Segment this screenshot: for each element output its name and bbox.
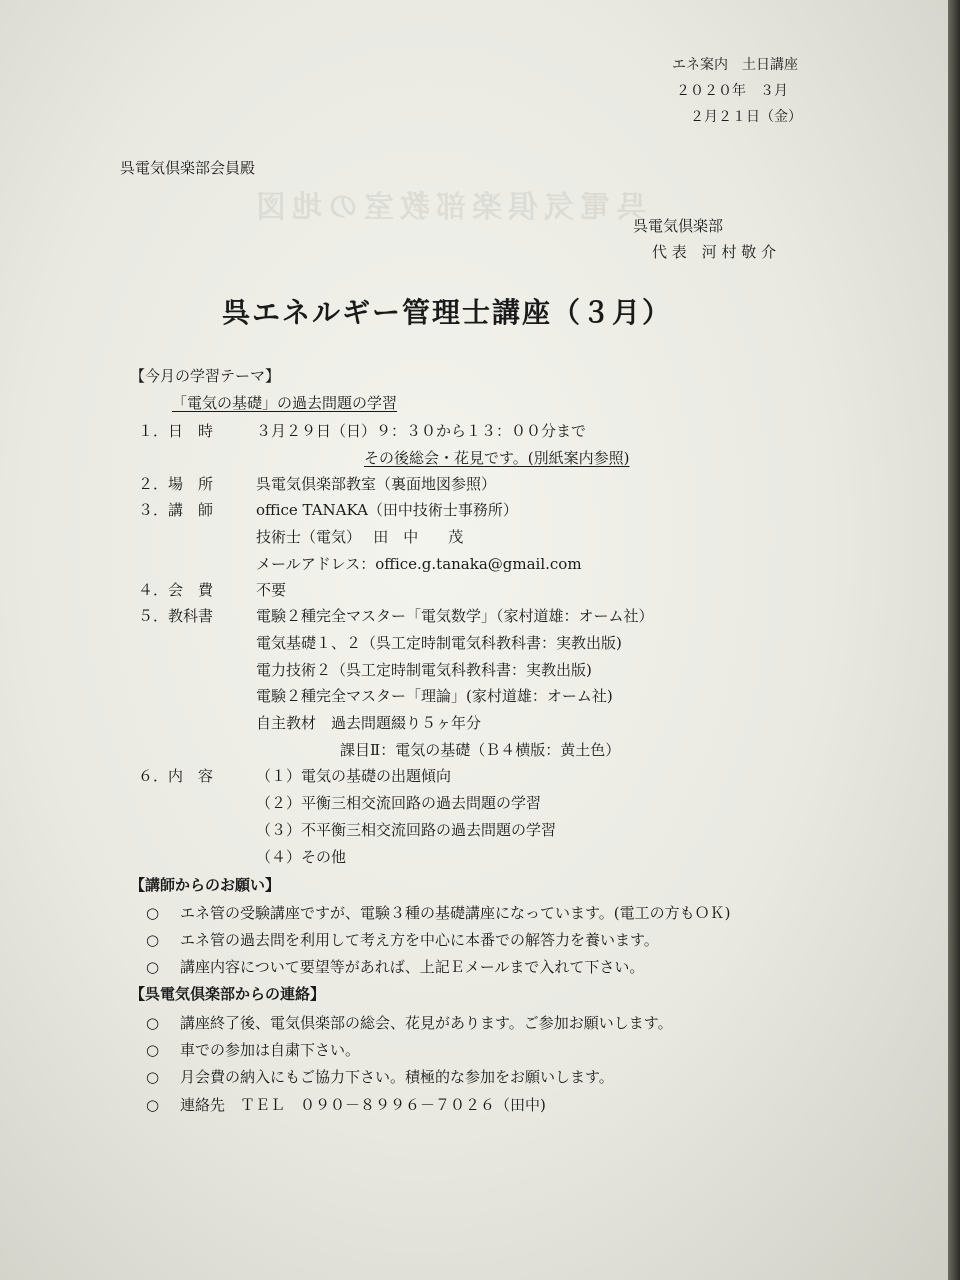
bullet-icon: ○ — [146, 1014, 160, 1032]
contents-line: （１）電気の基礎の出題傾向 — [256, 767, 452, 785]
request-line: エネ管の過去問を利用して考え方を中心に本番での解答力を養います。 — [180, 931, 659, 949]
date-time-label: １．日 時 — [138, 422, 214, 440]
textbooks-label: ５．教科書 — [138, 607, 214, 625]
notice-line: 月会費の納入にもご協力下さい。積極的な参加をお願いします。 — [180, 1068, 614, 1086]
request-line: 講座内容について要望等があれば、上記Ｅメールまで入れて下さい。 — [180, 958, 645, 976]
bullet-icon: ○ — [146, 958, 160, 976]
sender-org: 呉電気倶楽部 — [633, 217, 724, 235]
textbook-line: 電力技術２（呉工定時制電気科教科書：実教出版) — [256, 661, 592, 679]
fee-label: ４．会 費 — [138, 581, 214, 599]
notice-line: 講座終了後、電気倶楽部の総会、花見があります。ご参加お願いします。 — [180, 1014, 673, 1032]
notice-line: 車での参加は自粛下さい。 — [180, 1041, 361, 1059]
contents-label: ６．内 容 — [138, 767, 214, 785]
notice-line: 連絡先 ＴＥＬ ０９０－８９９６－７０２６（田中) — [180, 1096, 546, 1114]
textbook-line: 電験２種完全マスター「電気数学」（家村道雄：オーム社） — [256, 607, 654, 625]
addressee: 呉電気倶楽部会員殿 — [120, 159, 256, 177]
notices-heading: 【呉電気倶楽部からの連絡】 — [130, 985, 326, 1003]
lecturer-mail-label: メールアドレス： — [256, 555, 376, 573]
header-year-month: ２０２０年 ３月 — [676, 83, 788, 99]
textbook-line: 課目Ⅱ：電気の基礎（Ｂ４横版：黄土色） — [340, 741, 621, 759]
bullet-icon: ○ — [146, 931, 160, 949]
place-label: ２．場 所 — [138, 475, 214, 493]
place-value: 呉電気倶楽部教室（裏面地図参照） — [256, 475, 497, 493]
lecturer-office: office TANAKA（田中技術士事務所） — [256, 501, 518, 519]
header-category: エネ案内 土日講座 — [672, 57, 798, 73]
textbook-line: 電験２種完全マスター「理論」(家村道雄：オーム社) — [256, 687, 613, 705]
lecturer-name: 技術士（電気） 田 中 茂 — [256, 528, 464, 546]
contents-line: （２）平衡三相交流回路の過去問題の学習 — [256, 794, 542, 812]
page-title: 呉エネルギー管理士講座（３月） — [222, 296, 673, 329]
bullet-icon: ○ — [146, 1041, 160, 1059]
theme-text: 「電気の基礎」の過去問題の学習 — [172, 394, 398, 412]
bullet-icon: ○ — [146, 1068, 160, 1086]
request-line: エネ管の受験講座ですが、電験３種の基礎講座になっています。(電工の方もＯＫ) — [180, 904, 731, 922]
lecturer-mail-line — [256, 554, 582, 574]
bullet-icon: ○ — [146, 904, 160, 922]
page-edge-shadow — [948, 0, 960, 1280]
theme-heading: 【今月の学習テーマ】 — [130, 367, 281, 385]
date-time-line2: その後総会・花見です。(別紙案内参照) — [364, 449, 630, 467]
date-time-line1: ３月２９日（日）９：３０から１３：００分まで — [256, 422, 587, 440]
contents-line: （４）その他 — [256, 848, 347, 866]
sender-rep: 代 表 河 村 敬 介 — [652, 243, 777, 261]
bullet-icon: ○ — [146, 1096, 160, 1114]
requests-heading: 【講師からのお願い】 — [130, 876, 281, 894]
lecturer-label: ３．講 師 — [138, 501, 214, 519]
contents-line: （３）不平衡三相交流回路の過去問題の学習 — [256, 821, 557, 839]
header-date: ２月２１日（金） — [690, 109, 802, 125]
lecturer-mail-link[interactable]: office.g.tanaka@gmail.com — [375, 555, 582, 573]
fee-value: 不要 — [256, 581, 287, 599]
bleed-through-text: 呉電気倶楽部教室の地図 — [250, 190, 646, 225]
textbook-line: 電気基礎１、２（呉工定時制電気科教科書：実教出版) — [256, 634, 622, 652]
textbook-line: 自主教材 過去問題綴り５ヶ年分 — [256, 714, 482, 732]
